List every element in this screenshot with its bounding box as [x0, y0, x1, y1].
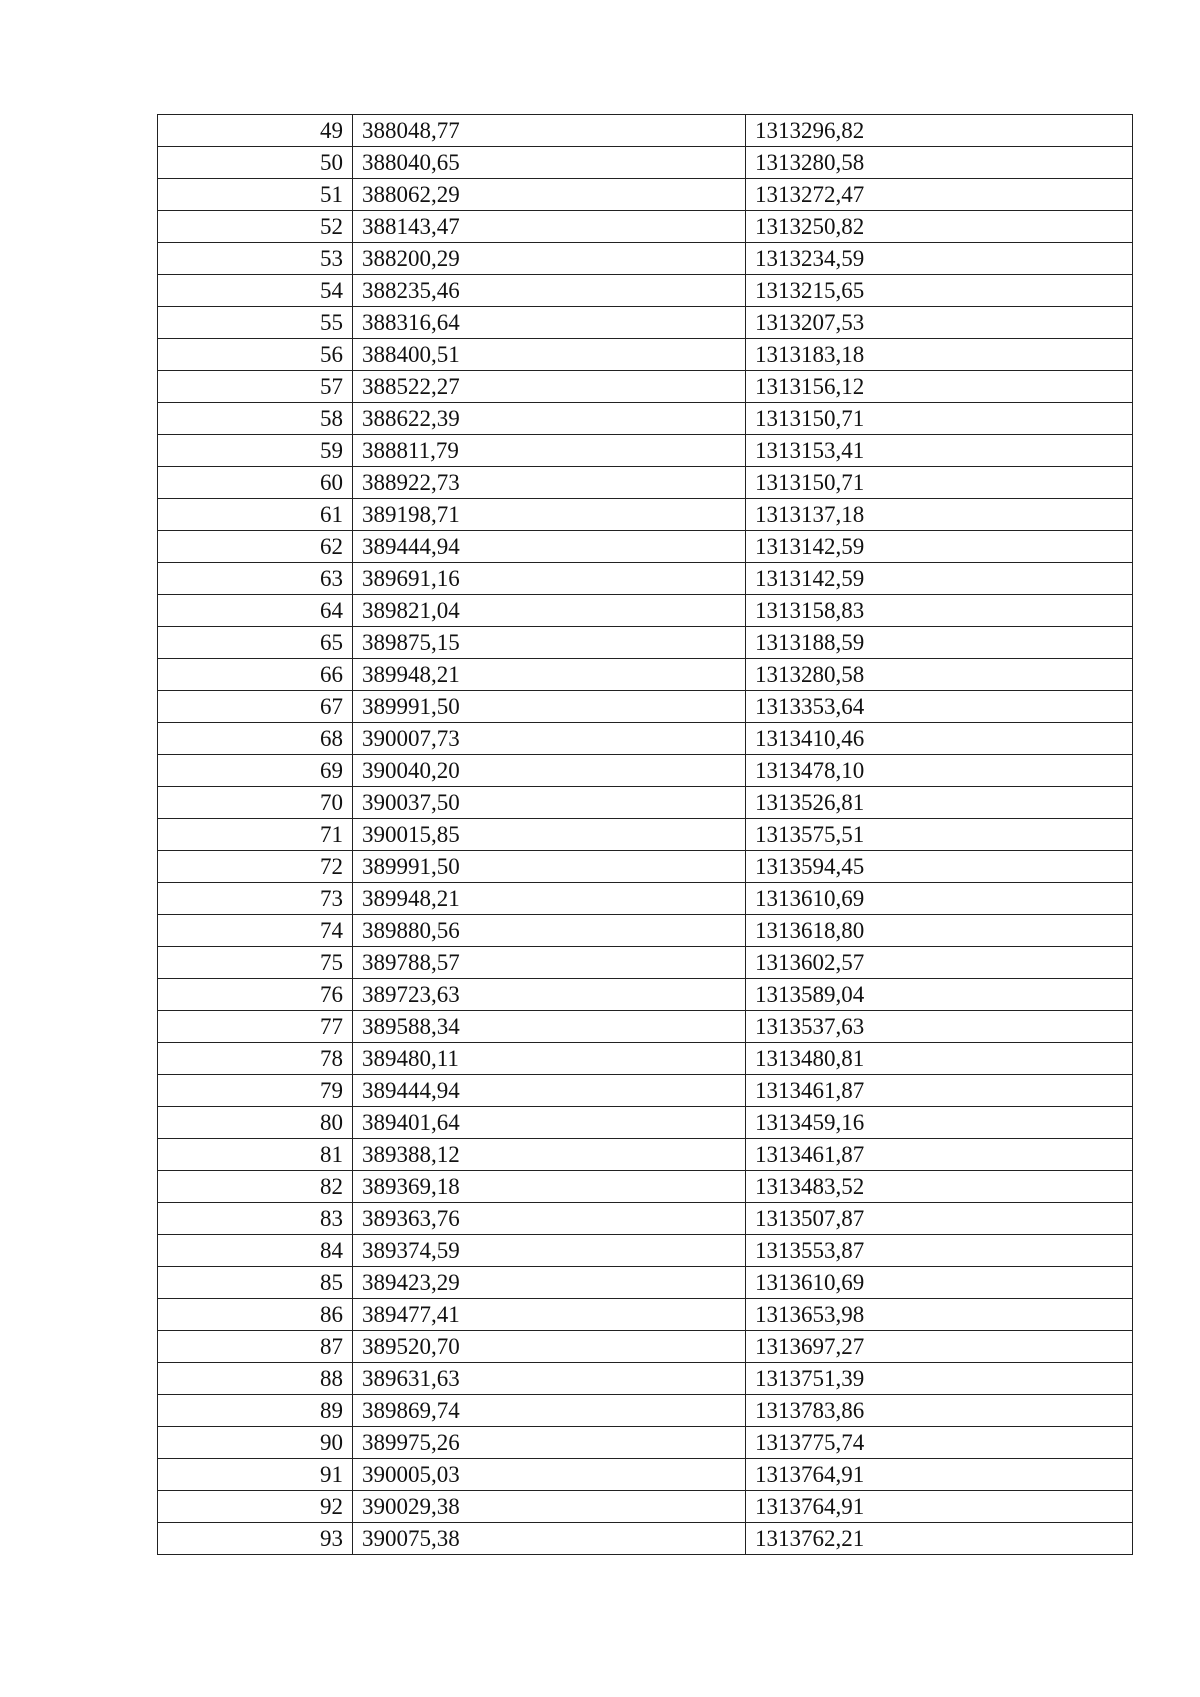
point-number-cell: 66 — [158, 659, 353, 691]
table-row — [158, 1171, 1133, 1203]
x-coordinate-cell: 389369,18 — [353, 1171, 746, 1203]
x-coordinate-cell: 389691,16 — [353, 563, 746, 595]
table-row — [158, 1075, 1133, 1107]
y-coordinate-cell: 1313250,82 — [746, 211, 1133, 243]
point-number-cell: 76 — [158, 979, 353, 1011]
table-row — [158, 1011, 1133, 1043]
x-coordinate-cell: 389423,29 — [353, 1267, 746, 1299]
y-coordinate-cell: 1313142,59 — [746, 531, 1133, 563]
x-coordinate-cell: 389723,63 — [353, 979, 746, 1011]
x-coordinate-cell: 390007,73 — [353, 723, 746, 755]
y-coordinate-cell: 1313697,27 — [746, 1331, 1133, 1363]
y-coordinate-cell: 1313526,81 — [746, 787, 1133, 819]
point-number-cell: 78 — [158, 1043, 353, 1075]
table-row — [158, 1299, 1133, 1331]
table-row — [158, 1331, 1133, 1363]
x-coordinate-cell: 388048,77 — [353, 115, 746, 147]
y-coordinate-cell: 1313480,81 — [746, 1043, 1133, 1075]
x-coordinate-cell: 389363,76 — [353, 1203, 746, 1235]
x-coordinate-cell: 388522,27 — [353, 371, 746, 403]
table-row — [158, 1491, 1133, 1523]
table-row — [158, 659, 1133, 691]
x-coordinate-cell: 388811,79 — [353, 435, 746, 467]
table-row — [158, 627, 1133, 659]
x-coordinate-cell: 389869,74 — [353, 1395, 746, 1427]
x-coordinate-cell: 389520,70 — [353, 1331, 746, 1363]
x-coordinate-cell: 388235,46 — [353, 275, 746, 307]
point-number-cell: 71 — [158, 819, 353, 851]
y-coordinate-cell: 1313478,10 — [746, 755, 1133, 787]
y-coordinate-cell: 1313507,87 — [746, 1203, 1133, 1235]
y-coordinate-cell: 1313156,12 — [746, 371, 1133, 403]
y-coordinate-cell: 1313459,16 — [746, 1107, 1133, 1139]
x-coordinate-cell: 389631,63 — [353, 1363, 746, 1395]
x-coordinate-cell: 389788,57 — [353, 947, 746, 979]
table-row — [158, 819, 1133, 851]
table-row — [158, 467, 1133, 499]
table-row — [158, 1107, 1133, 1139]
x-coordinate-cell: 388316,64 — [353, 307, 746, 339]
table-row — [158, 691, 1133, 723]
point-number-cell: 55 — [158, 307, 353, 339]
table-row — [158, 915, 1133, 947]
x-coordinate-cell: 389948,21 — [353, 659, 746, 691]
point-number-cell: 88 — [158, 1363, 353, 1395]
point-number-cell: 63 — [158, 563, 353, 595]
y-coordinate-cell: 1313610,69 — [746, 883, 1133, 915]
point-number-cell: 59 — [158, 435, 353, 467]
x-coordinate-cell: 388622,39 — [353, 403, 746, 435]
point-number-cell: 67 — [158, 691, 353, 723]
y-coordinate-cell: 1313575,51 — [746, 819, 1133, 851]
point-number-cell: 73 — [158, 883, 353, 915]
point-number-cell: 72 — [158, 851, 353, 883]
x-coordinate-cell: 390037,50 — [353, 787, 746, 819]
y-coordinate-cell: 1313183,18 — [746, 339, 1133, 371]
y-coordinate-cell: 1313751,39 — [746, 1363, 1133, 1395]
table-row — [158, 243, 1133, 275]
x-coordinate-cell: 389401,64 — [353, 1107, 746, 1139]
table-row — [158, 147, 1133, 179]
y-coordinate-cell: 1313775,74 — [746, 1427, 1133, 1459]
x-coordinate-cell: 390075,38 — [353, 1523, 746, 1555]
y-coordinate-cell: 1313483,52 — [746, 1171, 1133, 1203]
y-coordinate-cell: 1313461,87 — [746, 1139, 1133, 1171]
x-coordinate-cell: 389588,34 — [353, 1011, 746, 1043]
x-coordinate-cell: 390015,85 — [353, 819, 746, 851]
x-coordinate-cell: 388922,73 — [353, 467, 746, 499]
table-row — [158, 947, 1133, 979]
point-number-cell: 50 — [158, 147, 353, 179]
x-coordinate-cell: 389880,56 — [353, 915, 746, 947]
y-coordinate-cell: 1313594,45 — [746, 851, 1133, 883]
x-coordinate-cell: 389444,94 — [353, 531, 746, 563]
table-row — [158, 1363, 1133, 1395]
table-row — [158, 883, 1133, 915]
y-coordinate-cell: 1313272,47 — [746, 179, 1133, 211]
table-row — [158, 115, 1133, 147]
y-coordinate-cell: 1313410,46 — [746, 723, 1133, 755]
table-row — [158, 595, 1133, 627]
point-number-cell: 83 — [158, 1203, 353, 1235]
x-coordinate-cell: 389477,41 — [353, 1299, 746, 1331]
y-coordinate-cell: 1313618,80 — [746, 915, 1133, 947]
table-row — [158, 531, 1133, 563]
table-row — [158, 723, 1133, 755]
point-number-cell: 68 — [158, 723, 353, 755]
y-coordinate-cell: 1313150,71 — [746, 403, 1133, 435]
point-number-cell: 49 — [158, 115, 353, 147]
table-row — [158, 979, 1133, 1011]
point-number-cell: 79 — [158, 1075, 353, 1107]
table-row — [158, 1267, 1133, 1299]
table-row — [158, 787, 1133, 819]
y-coordinate-cell: 1313537,63 — [746, 1011, 1133, 1043]
y-coordinate-cell: 1313783,86 — [746, 1395, 1133, 1427]
table-row — [158, 1043, 1133, 1075]
x-coordinate-cell: 389991,50 — [353, 851, 746, 883]
x-coordinate-cell: 388143,47 — [353, 211, 746, 243]
y-coordinate-cell: 1313280,58 — [746, 659, 1133, 691]
y-coordinate-cell: 1313207,53 — [746, 307, 1133, 339]
table-row — [158, 1459, 1133, 1491]
point-number-cell: 86 — [158, 1299, 353, 1331]
y-coordinate-cell: 1313296,82 — [746, 115, 1133, 147]
point-number-cell: 77 — [158, 1011, 353, 1043]
table-row — [158, 403, 1133, 435]
table-row — [158, 211, 1133, 243]
x-coordinate-cell: 389480,11 — [353, 1043, 746, 1075]
table-row — [158, 179, 1133, 211]
y-coordinate-cell: 1313653,98 — [746, 1299, 1133, 1331]
y-coordinate-cell: 1313762,21 — [746, 1523, 1133, 1555]
point-number-cell: 51 — [158, 179, 353, 211]
table-row — [158, 1235, 1133, 1267]
x-coordinate-cell: 389444,94 — [353, 1075, 746, 1107]
table-row — [158, 1203, 1133, 1235]
y-coordinate-cell: 1313589,04 — [746, 979, 1133, 1011]
point-number-cell: 61 — [158, 499, 353, 531]
x-coordinate-cell: 388062,29 — [353, 179, 746, 211]
x-coordinate-cell: 389374,59 — [353, 1235, 746, 1267]
table-row — [158, 1395, 1133, 1427]
point-number-cell: 69 — [158, 755, 353, 787]
point-number-cell: 75 — [158, 947, 353, 979]
y-coordinate-cell: 1313553,87 — [746, 1235, 1133, 1267]
y-coordinate-cell: 1313137,18 — [746, 499, 1133, 531]
table-row — [158, 339, 1133, 371]
point-number-cell: 56 — [158, 339, 353, 371]
y-coordinate-cell: 1313764,91 — [746, 1491, 1133, 1523]
x-coordinate-cell: 389991,50 — [353, 691, 746, 723]
point-number-cell: 70 — [158, 787, 353, 819]
y-coordinate-cell: 1313150,71 — [746, 467, 1133, 499]
table-row — [158, 851, 1133, 883]
x-coordinate-cell: 389198,71 — [353, 499, 746, 531]
x-coordinate-cell: 389388,12 — [353, 1139, 746, 1171]
table-row — [158, 1139, 1133, 1171]
table-row — [158, 499, 1133, 531]
point-number-cell: 91 — [158, 1459, 353, 1491]
y-coordinate-cell: 1313280,58 — [746, 147, 1133, 179]
point-number-cell: 84 — [158, 1235, 353, 1267]
point-number-cell: 89 — [158, 1395, 353, 1427]
point-number-cell: 65 — [158, 627, 353, 659]
coordinates-table-body — [158, 115, 1133, 1555]
table-row — [158, 275, 1133, 307]
y-coordinate-cell: 1313188,59 — [746, 627, 1133, 659]
point-number-cell: 54 — [158, 275, 353, 307]
y-coordinate-cell: 1313610,69 — [746, 1267, 1133, 1299]
table-row — [158, 435, 1133, 467]
x-coordinate-cell: 388200,29 — [353, 243, 746, 275]
table-row — [158, 563, 1133, 595]
point-number-cell: 90 — [158, 1427, 353, 1459]
point-number-cell: 92 — [158, 1491, 353, 1523]
y-coordinate-cell: 1313602,57 — [746, 947, 1133, 979]
point-number-cell: 60 — [158, 467, 353, 499]
x-coordinate-cell: 388400,51 — [353, 339, 746, 371]
x-coordinate-cell: 390005,03 — [353, 1459, 746, 1491]
y-coordinate-cell: 1313158,83 — [746, 595, 1133, 627]
point-number-cell: 82 — [158, 1171, 353, 1203]
point-number-cell: 85 — [158, 1267, 353, 1299]
y-coordinate-cell: 1313764,91 — [746, 1459, 1133, 1491]
x-coordinate-cell: 388040,65 — [353, 147, 746, 179]
point-number-cell: 74 — [158, 915, 353, 947]
point-number-cell: 93 — [158, 1523, 353, 1555]
y-coordinate-cell: 1313353,64 — [746, 691, 1133, 723]
y-coordinate-cell: 1313461,87 — [746, 1075, 1133, 1107]
coordinates-table — [157, 114, 1133, 1555]
table-row — [158, 1523, 1133, 1555]
point-number-cell: 58 — [158, 403, 353, 435]
point-number-cell: 80 — [158, 1107, 353, 1139]
y-coordinate-cell: 1313234,59 — [746, 243, 1133, 275]
table-row — [158, 755, 1133, 787]
y-coordinate-cell: 1313142,59 — [746, 563, 1133, 595]
point-number-cell: 53 — [158, 243, 353, 275]
point-number-cell: 62 — [158, 531, 353, 563]
y-coordinate-cell: 1313215,65 — [746, 275, 1133, 307]
point-number-cell: 57 — [158, 371, 353, 403]
y-coordinate-cell: 1313153,41 — [746, 435, 1133, 467]
x-coordinate-cell: 390040,20 — [353, 755, 746, 787]
point-number-cell: 81 — [158, 1139, 353, 1171]
point-number-cell: 87 — [158, 1331, 353, 1363]
table-row — [158, 1427, 1133, 1459]
table-row — [158, 307, 1133, 339]
x-coordinate-cell: 389948,21 — [353, 883, 746, 915]
table-row — [158, 371, 1133, 403]
point-number-cell: 52 — [158, 211, 353, 243]
x-coordinate-cell: 389821,04 — [353, 595, 746, 627]
x-coordinate-cell: 389875,15 — [353, 627, 746, 659]
x-coordinate-cell: 389975,26 — [353, 1427, 746, 1459]
x-coordinate-cell: 390029,38 — [353, 1491, 746, 1523]
point-number-cell: 64 — [158, 595, 353, 627]
